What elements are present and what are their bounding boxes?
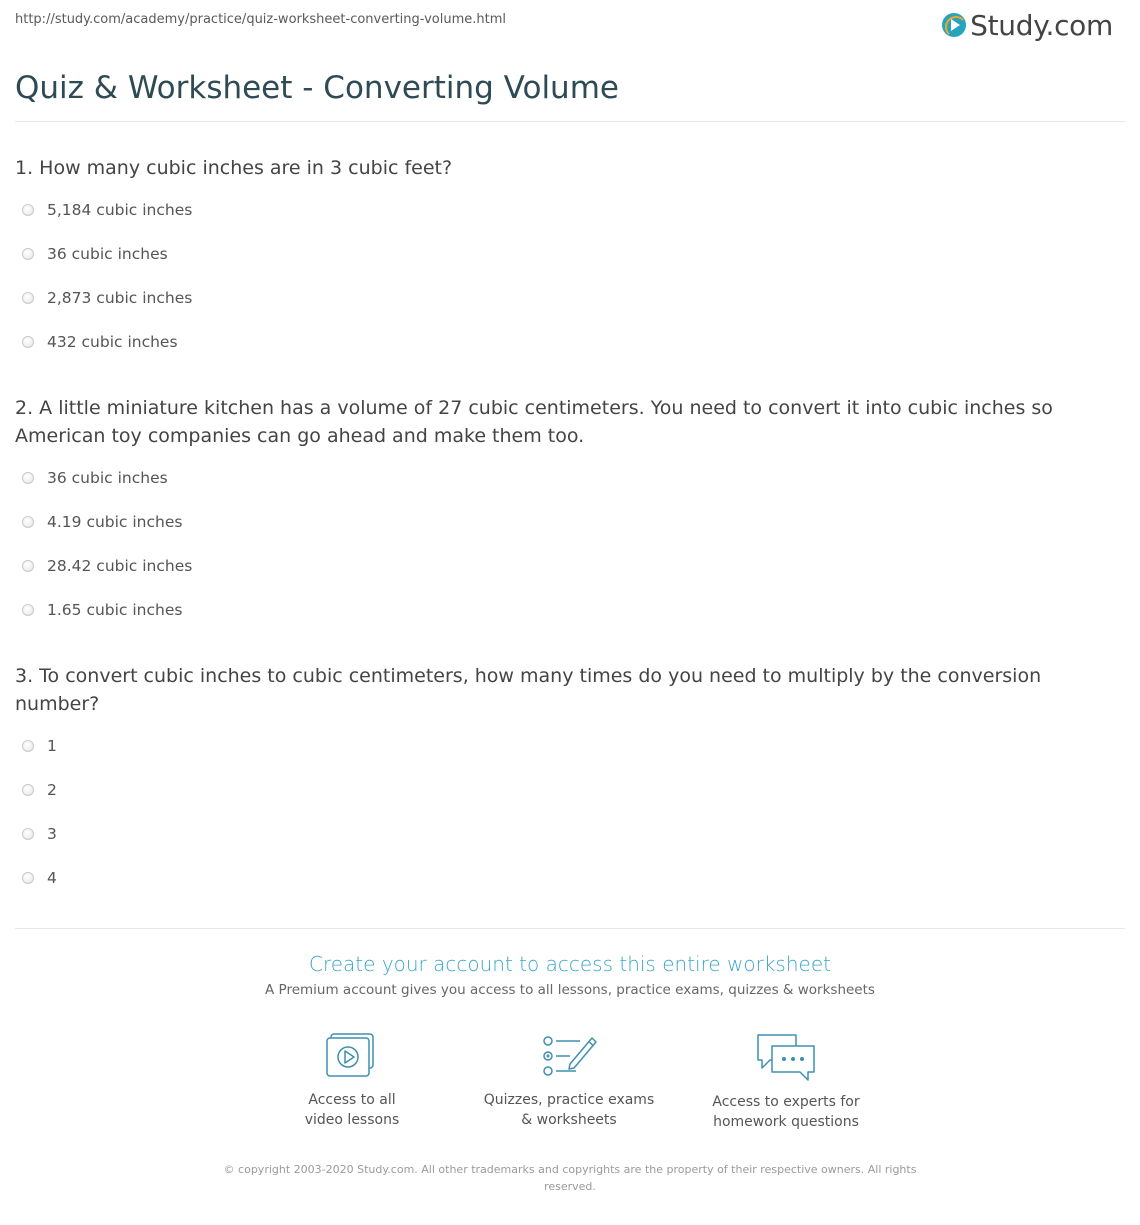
option-label: 36 cubic inches [47, 469, 168, 487]
option-label: 1 [47, 737, 57, 755]
radio-button[interactable] [22, 560, 34, 572]
radio-button[interactable] [22, 472, 34, 484]
question-1-option-4[interactable] [22, 330, 178, 354]
option-label: 4 [47, 869, 57, 887]
question-1-text: 1. How many cubic inches are in 3 cubic feet? [15, 157, 453, 179]
question-2-text: 2. A little miniature kitchen has a volume of 27 cubic centimeters. You need to convert it into cubic inches so American toy companies can go ahead and make them too. [15, 397, 1053, 447]
divider [15, 928, 1125, 929]
feature-label-line1: Access to all [308, 1092, 396, 1108]
feature-label-line1: Access to experts for [712, 1094, 860, 1110]
feature-experts [686, 1032, 886, 1132]
radio-button[interactable] [22, 872, 34, 884]
radio-button[interactable] [22, 784, 34, 796]
option-label: 432 cubic inches [47, 333, 178, 351]
question-3-option-1[interactable] [22, 734, 57, 758]
cta-title[interactable]: Create your account to access this entire worksheet [309, 952, 831, 976]
page-url: http://study.com/academy/practice/quiz-worksheet-converting-volume.html [15, 12, 507, 27]
study-logo-icon [942, 13, 966, 37]
radio-button[interactable] [22, 248, 34, 260]
top-bar [15, 0, 1125, 40]
option-label: 1.65 cubic inches [47, 601, 183, 619]
feature-video-lessons [252, 1032, 452, 1130]
question-3-option-2[interactable] [22, 778, 57, 802]
option-label: 28.42 cubic inches [47, 557, 193, 575]
question-2-option-1[interactable] [22, 466, 168, 490]
question-2-option-2[interactable] [22, 510, 182, 534]
divider [15, 121, 1125, 122]
feature-quizzes [469, 1032, 669, 1130]
study-logo[interactable] [942, 8, 1113, 42]
feature-label-line2: video lessons [304, 1112, 400, 1128]
logo-text: Study.com [970, 8, 1113, 42]
option-label: 2,873 cubic inches [47, 289, 193, 307]
question-1-option-3[interactable] [22, 286, 192, 310]
question-1-option-2[interactable] [22, 242, 168, 266]
radio-button[interactable] [22, 292, 34, 304]
option-label: 2 [47, 781, 57, 799]
chat-bubbles-icon [754, 1032, 818, 1082]
question-1-option-1[interactable] [22, 198, 192, 222]
radio-button[interactable] [22, 204, 34, 216]
page-title: Quiz & Worksheet - Converting Volume [15, 70, 619, 106]
question-3-text: 3. To convert cubic inches to cubic centimeters, how many times do you need to multiply by the conversion number? [15, 665, 1042, 715]
option-label: 4.19 cubic inches [47, 513, 183, 531]
quiz-checklist-icon [540, 1032, 598, 1080]
feature-label-line1: Quizzes, practice exams [483, 1092, 655, 1108]
video-lessons-icon [324, 1032, 380, 1080]
cta-subtitle: A Premium account gives you access to all lessons, practice exams, quizzes & worksheets [265, 982, 875, 998]
radio-button[interactable] [22, 828, 34, 840]
radio-button[interactable] [22, 740, 34, 752]
question-3-option-4[interactable] [22, 866, 57, 890]
radio-button[interactable] [22, 604, 34, 616]
question-3-option-3[interactable] [22, 822, 57, 846]
feature-label-line2: & worksheets [521, 1112, 617, 1128]
radio-button[interactable] [22, 336, 34, 348]
radio-button[interactable] [22, 516, 34, 528]
question-2-option-3[interactable] [22, 554, 192, 578]
option-label: 5,184 cubic inches [47, 201, 193, 219]
option-label: 36 cubic inches [47, 245, 168, 263]
copyright-footer: © copyright 2003-2020 Study.com. All other trademarks and copyrights are the property of their respective owners. All rights reserved. [223, 1163, 917, 1193]
option-label: 3 [47, 825, 57, 843]
feature-label-line2: homework questions [713, 1114, 859, 1130]
question-2-option-4[interactable] [22, 598, 182, 622]
